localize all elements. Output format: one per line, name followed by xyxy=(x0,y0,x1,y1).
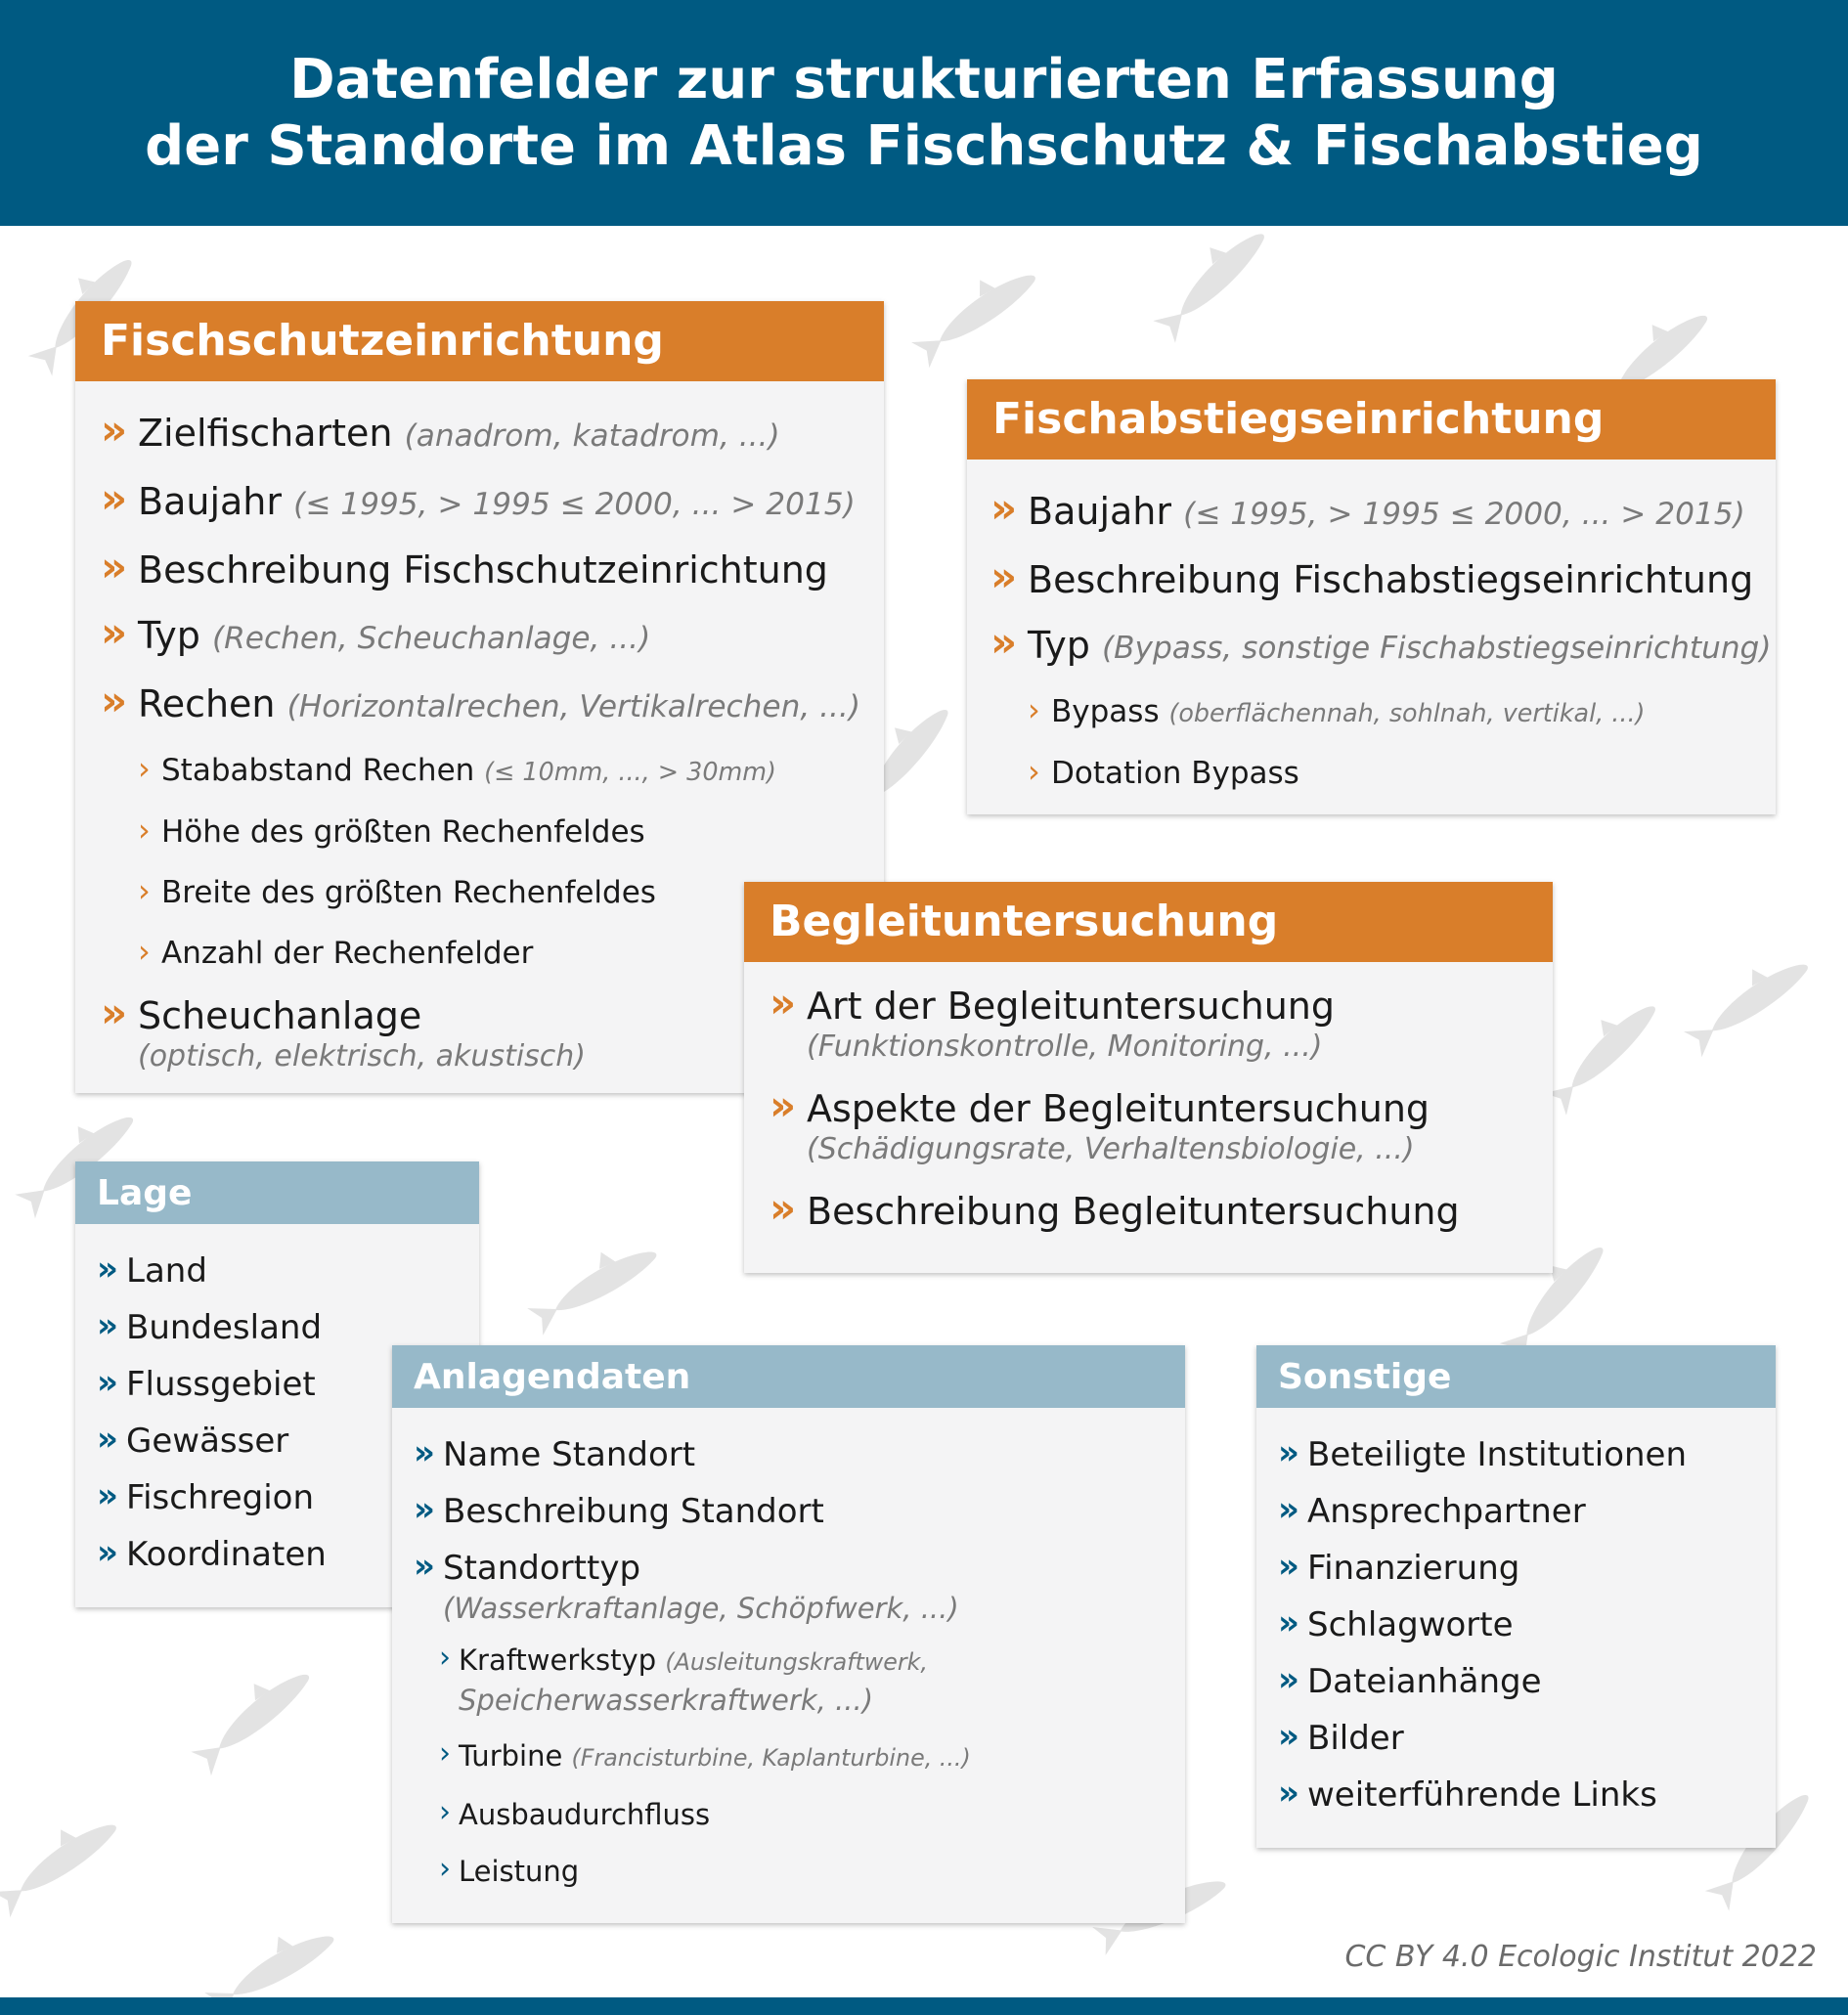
item-label: Finanzierung xyxy=(1307,1549,1520,1588)
list-item xyxy=(414,1433,1185,1476)
item-label: Bypass xyxy=(1051,694,1160,729)
chevron-icon: › xyxy=(138,933,151,970)
double-chevron-icon: » xyxy=(1278,1490,1299,1529)
list-item xyxy=(414,1490,1185,1533)
item-label: weiterführende Links xyxy=(1307,1775,1657,1815)
double-chevron-icon: » xyxy=(97,1249,118,1289)
item-label: Leistung xyxy=(459,1855,580,1888)
item-note: (Bypass, sonstige Fischabstiegseinrichtung) xyxy=(1102,631,1772,666)
list-item xyxy=(1278,1774,1776,1817)
list-subitem xyxy=(138,811,884,853)
list-item xyxy=(1278,1490,1776,1533)
item-label: Gewässer xyxy=(126,1422,289,1461)
fish-icon xyxy=(184,1653,318,1775)
double-chevron-icon: » xyxy=(414,1490,435,1529)
item-label: Beschreibung Standort xyxy=(443,1492,824,1531)
anlagen-box xyxy=(392,1345,1185,1923)
item-label: Bundesland xyxy=(126,1308,323,1347)
item-note: (Horizontalrechen, Vertikalrechen, ...) xyxy=(286,689,860,724)
item-label: Fischregion xyxy=(126,1478,315,1517)
double-chevron-icon: » xyxy=(770,1184,797,1232)
list-item xyxy=(1278,1717,1776,1760)
double-chevron-icon: » xyxy=(1278,1774,1299,1813)
page-title-line2: der Standorte im Atlas Fischschutz & Fischabstieg xyxy=(145,113,1703,178)
double-chevron-icon: » xyxy=(101,406,128,454)
item-label: Rechen xyxy=(138,682,276,725)
list-item xyxy=(97,1249,479,1292)
item-note: (Schädigungsrate, Verhaltensbiologie, ...) xyxy=(807,1132,1415,1166)
item-label: Bilder xyxy=(1307,1719,1404,1758)
list-item xyxy=(101,543,884,592)
footer-credit: CC BY 4.0 Ecologic Institut 2022 xyxy=(1344,1940,1817,1974)
item-note: (oberflächennah, sohlnah, vertikal, ...) xyxy=(1168,698,1646,727)
anlagen-title: Anlagendaten xyxy=(392,1345,1185,1408)
page-header xyxy=(0,0,1848,226)
double-chevron-icon: » xyxy=(1278,1717,1299,1756)
item-label: Kraftwerkstyp xyxy=(459,1643,657,1677)
double-chevron-icon: » xyxy=(97,1476,118,1515)
chevron-icon: › xyxy=(138,872,151,909)
list-subitem xyxy=(138,750,884,792)
chevron-icon: › xyxy=(138,750,151,787)
sonstige-title: Sonstige xyxy=(1256,1345,1776,1408)
item-label: Flussgebiet xyxy=(126,1365,316,1404)
double-chevron-icon: » xyxy=(1278,1433,1299,1472)
item-label: Höhe des größten Rechenfeldes xyxy=(161,814,645,850)
list-item xyxy=(990,618,1776,671)
double-chevron-icon: » xyxy=(1278,1603,1299,1643)
item-note: (Funktionskontrolle, Monitoring, ...) xyxy=(807,1029,1323,1064)
chevron-icon: › xyxy=(439,1795,451,1829)
item-label: Turbine xyxy=(459,1739,563,1773)
fischabstieg-title: Fischabstiegseinrichtung xyxy=(967,379,1776,460)
list-subitem xyxy=(439,1736,1185,1777)
double-chevron-icon: » xyxy=(101,677,128,724)
chevron-icon: › xyxy=(138,811,151,849)
fish-icon xyxy=(904,253,1043,368)
list-item xyxy=(101,406,884,459)
double-chevron-icon: » xyxy=(97,1420,118,1459)
double-chevron-icon: » xyxy=(990,618,1018,666)
item-label: Baujahr xyxy=(1028,490,1171,533)
item-note: (Ausleitungskraftwerk, xyxy=(665,1648,928,1676)
list-item xyxy=(101,608,884,661)
item-label: Breite des größten Rechenfeldes xyxy=(161,875,656,910)
double-chevron-icon: » xyxy=(97,1306,118,1345)
double-chevron-icon: » xyxy=(101,608,128,656)
double-chevron-icon: » xyxy=(1278,1660,1299,1699)
fish-icon xyxy=(521,1229,663,1336)
double-chevron-icon: » xyxy=(101,474,128,522)
item-label: Beteiligte Institutionen xyxy=(1307,1435,1688,1474)
item-note: (Francisturbine, Kaplanturbine, ...) xyxy=(571,1744,971,1772)
chevron-icon: › xyxy=(439,1852,451,1886)
item-label: Anzahl der Rechenfelder xyxy=(161,936,534,971)
fischschutz-title: Fischschutzeinrichtung xyxy=(75,301,884,381)
list-subitem xyxy=(1028,753,1776,794)
list-item xyxy=(990,484,1776,537)
double-chevron-icon: » xyxy=(414,1547,435,1586)
bottom-bar xyxy=(0,1997,1848,2015)
item-label: Beschreibung Fischabstiegseinrichtung xyxy=(1028,558,1754,601)
list-item xyxy=(1278,1547,1776,1590)
double-chevron-icon: » xyxy=(97,1533,118,1572)
item-note: (Wasserkraftanlage, Schöpfwerk, ...) xyxy=(443,1592,959,1625)
double-chevron-icon: » xyxy=(101,988,128,1036)
double-chevron-icon: » xyxy=(770,1081,797,1129)
item-label: Beschreibung Begleituntersuchung xyxy=(807,1190,1460,1233)
item-label: Zielfischarten xyxy=(138,412,393,455)
item-note: (≤ 10mm, ..., > 30mm) xyxy=(484,757,776,786)
double-chevron-icon: » xyxy=(97,1363,118,1402)
list-subitem xyxy=(439,1795,1185,1834)
item-label: Dateianhänge xyxy=(1307,1662,1542,1701)
fish-icon xyxy=(0,1803,124,1917)
item-label: Baujahr xyxy=(138,480,282,523)
list-item xyxy=(770,979,1553,1066)
double-chevron-icon: » xyxy=(1278,1547,1299,1586)
list-item xyxy=(1278,1603,1776,1646)
fish-icon xyxy=(1145,214,1274,343)
lage-title: Lage xyxy=(75,1161,479,1224)
list-subitem xyxy=(1028,691,1776,733)
list-item xyxy=(97,1306,479,1349)
item-label: Aspekte der Begleituntersuchung xyxy=(807,1087,1430,1130)
fischabstieg-box xyxy=(967,379,1776,814)
item-note: (optisch, elektrisch, akustisch) xyxy=(138,1039,587,1073)
item-label: Standorttyp xyxy=(443,1549,641,1588)
item-note-continued: Speicherwasserkraftwerk, ...) xyxy=(459,1684,874,1717)
double-chevron-icon: » xyxy=(990,484,1018,532)
sonstige-box xyxy=(1256,1345,1776,1848)
chevron-icon: › xyxy=(439,1736,451,1771)
double-chevron-icon: » xyxy=(414,1433,435,1472)
list-item xyxy=(101,677,884,729)
item-label: Ausbaudurchfluss xyxy=(459,1798,711,1831)
chevron-icon: › xyxy=(1028,691,1040,728)
item-label: Dotation Bypass xyxy=(1051,756,1299,791)
list-subitem xyxy=(439,1641,1185,1719)
fish-icon xyxy=(1536,986,1665,1116)
begleit-title: Begleituntersuchung xyxy=(744,882,1553,962)
chevron-icon: › xyxy=(1028,753,1040,790)
list-item xyxy=(990,552,1776,602)
item-label: Stababstand Rechen xyxy=(161,753,475,788)
item-label: Land xyxy=(126,1251,207,1291)
page-title-line1: Datenfelder zur strukturierten Erfassung xyxy=(289,47,1559,111)
item-label: Typ xyxy=(1028,624,1090,667)
item-label: Scheuchanlage xyxy=(138,994,422,1037)
list-item xyxy=(770,1184,1553,1234)
item-label: Art der Begleituntersuchung xyxy=(807,985,1335,1028)
double-chevron-icon: » xyxy=(990,552,1018,600)
item-note: (≤ 1995, > 1995 ≤ 2000, ... > 2015) xyxy=(1183,497,1745,532)
fish-icon xyxy=(1677,942,1816,1057)
list-item xyxy=(414,1547,1185,1627)
list-item xyxy=(1278,1433,1776,1476)
double-chevron-icon: » xyxy=(101,543,128,591)
list-item xyxy=(1278,1660,1776,1703)
item-note: (≤ 1995, > 1995 ≤ 2000, ... > 2015) xyxy=(293,487,856,522)
item-label: Ansprechpartner xyxy=(1307,1492,1586,1531)
begleit-box xyxy=(744,882,1553,1273)
item-label: Beschreibung Fischschutzeinrichtung xyxy=(138,548,828,591)
chevron-icon: › xyxy=(439,1641,451,1675)
item-note: (Rechen, Scheuchanlage, ...) xyxy=(212,621,651,656)
item-note: (anadrom, katadrom, ...) xyxy=(404,418,780,454)
item-label: Schlagworte xyxy=(1307,1605,1514,1644)
list-item xyxy=(770,1081,1553,1168)
item-label: Typ xyxy=(138,614,200,657)
double-chevron-icon: » xyxy=(770,979,797,1027)
item-label: Koordinaten xyxy=(126,1535,327,1574)
list-item xyxy=(101,474,884,527)
item-label: Name Standort xyxy=(443,1435,696,1474)
list-subitem xyxy=(439,1852,1185,1891)
